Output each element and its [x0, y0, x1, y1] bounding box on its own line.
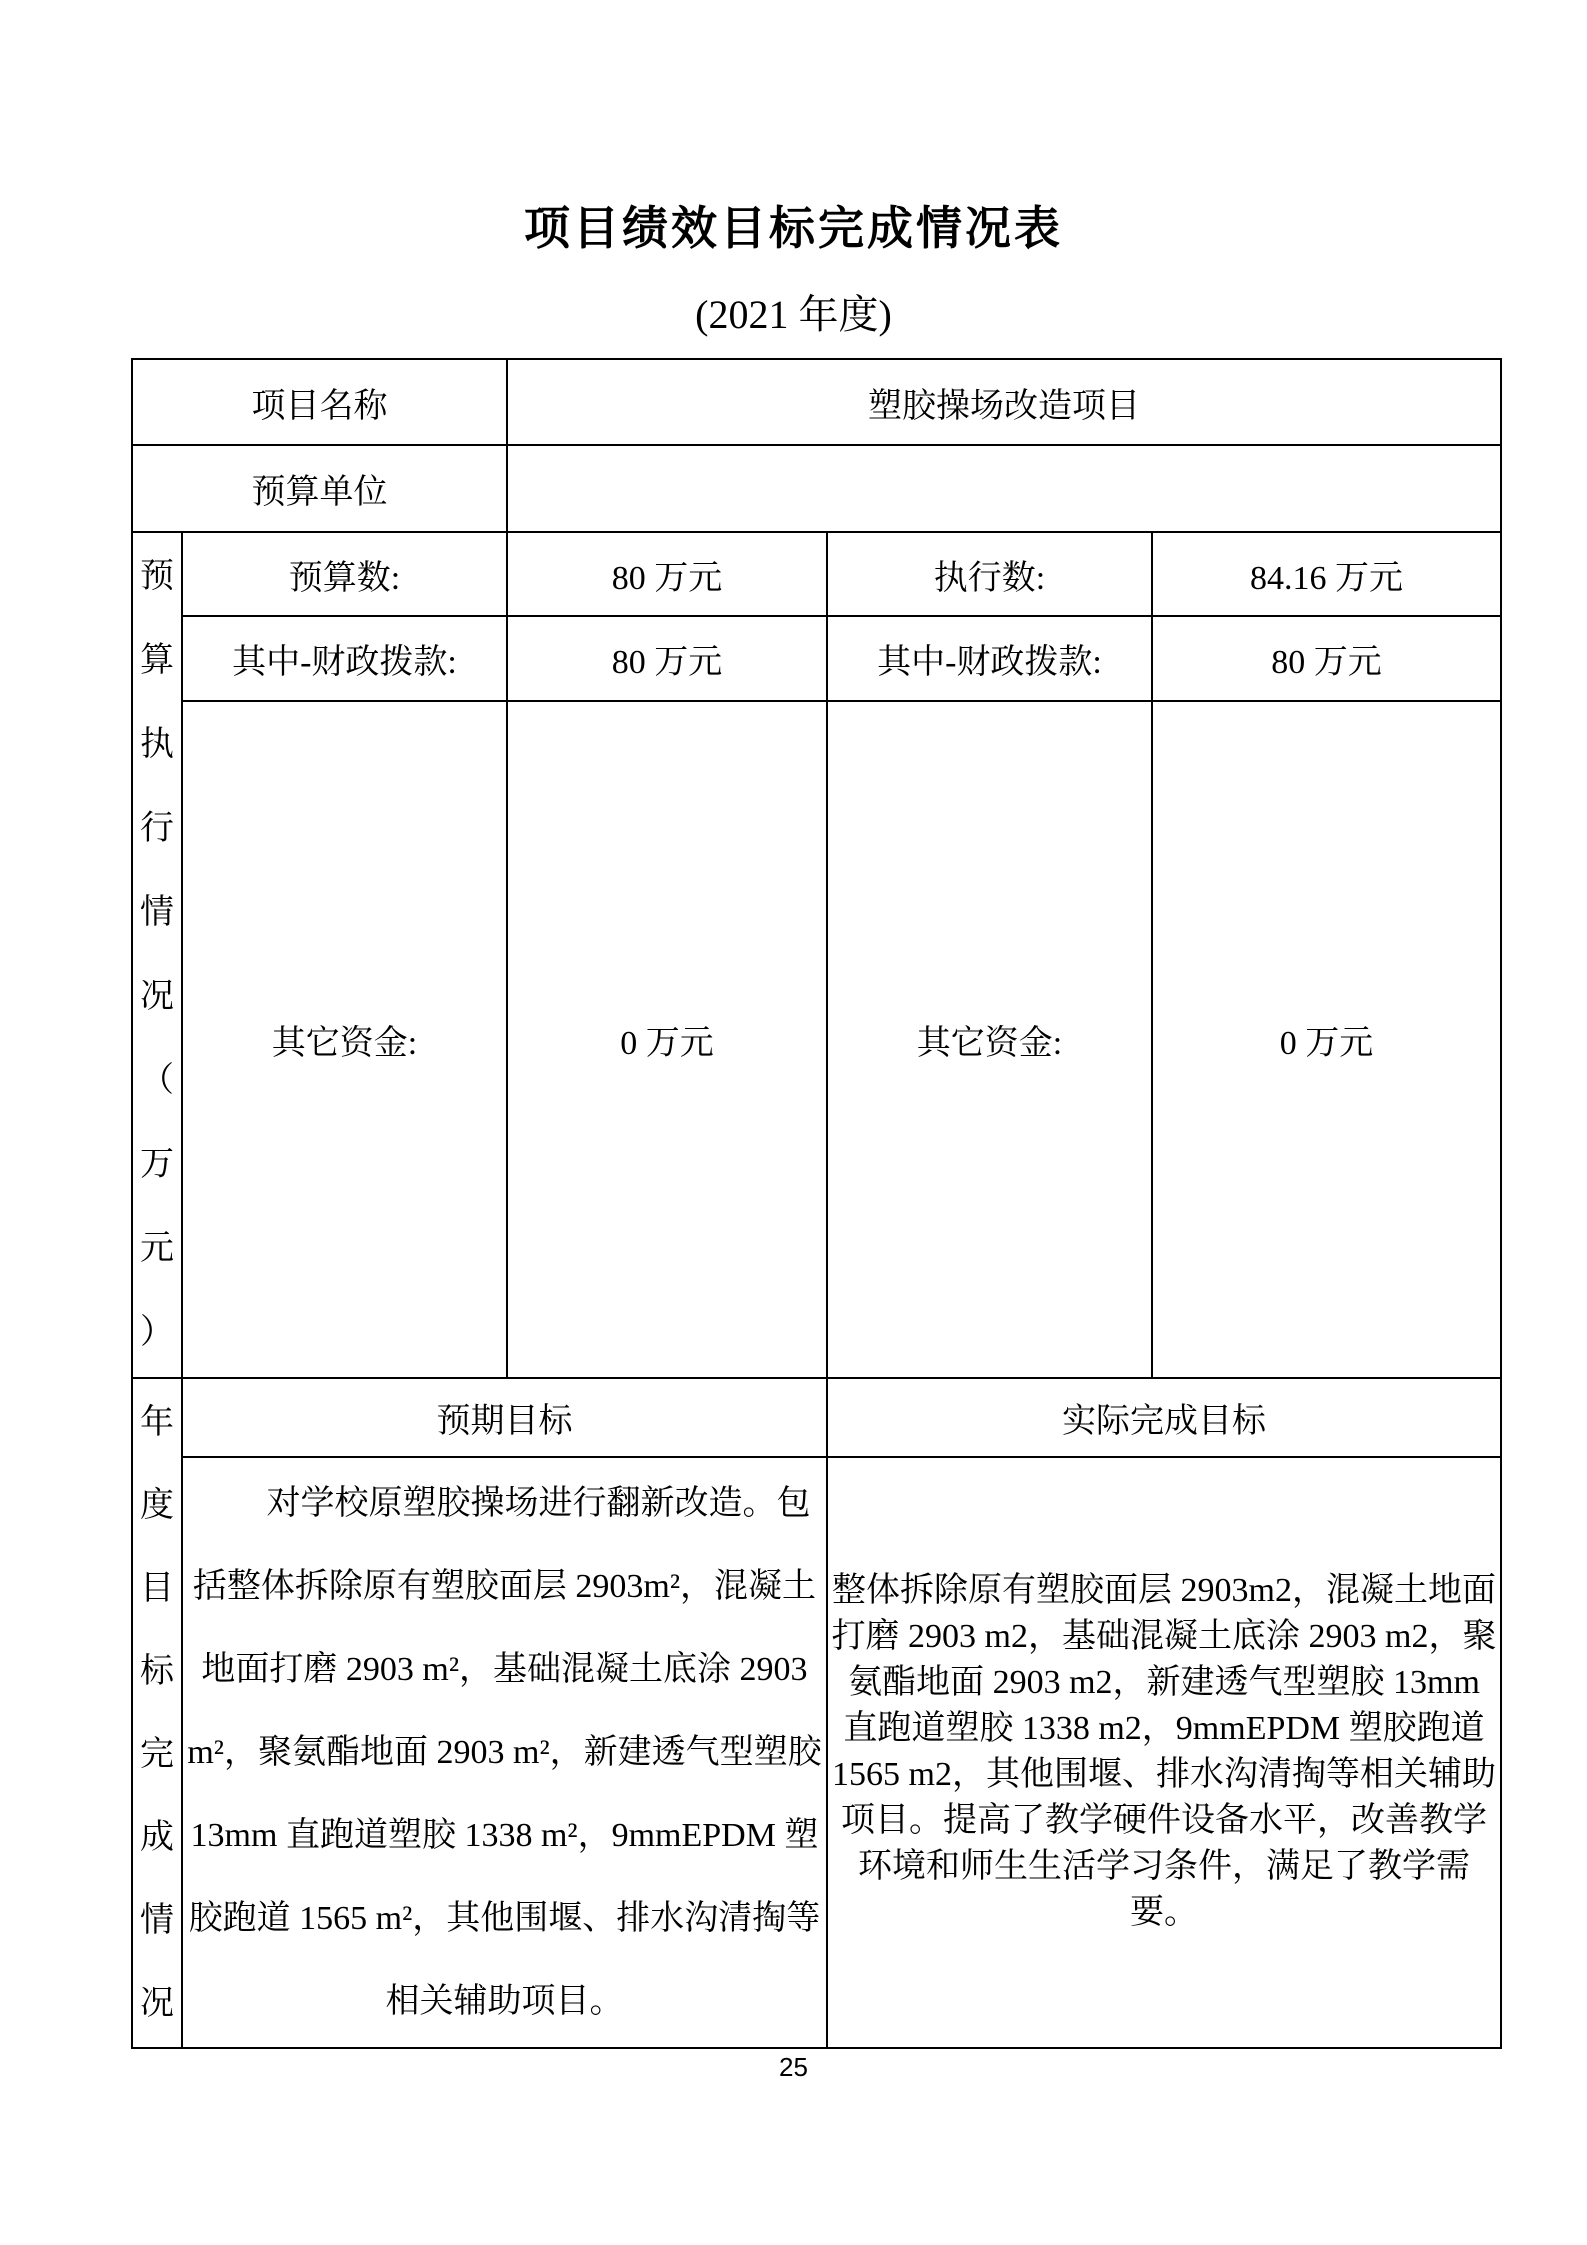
- page-number: 25: [779, 2052, 808, 2082]
- row-goal-texts: [132, 1457, 1501, 2048]
- budget-amount-value-cell: 80 万元: [507, 532, 827, 616]
- execution-amount-label-cell: 执行数:: [827, 532, 1152, 616]
- budget-section-vertical-label: 预算执行情况（万元）: [140, 558, 174, 1351]
- other-funds-right-label-cell: 其它资金:: [827, 701, 1152, 1378]
- other-funds-left-value-cell: 0 万元: [507, 701, 827, 1378]
- other-funds-left-label-cell: 其它资金:: [182, 701, 507, 1378]
- actual-goal-header-cell: 实际完成目标: [827, 1378, 1501, 1457]
- document-title: 项目绩效目标完成情况表: [524, 203, 1063, 254]
- row-fiscal-allocation: [132, 616, 1501, 701]
- project-name-value-cell: 塑胶操场改造项目: [507, 359, 1501, 445]
- expected-goal-header-cell: 预期目标: [182, 1378, 827, 1457]
- budget-section-vertical-header: [132, 532, 182, 1378]
- row-budget-figures: [132, 532, 1501, 616]
- project-name-label-cell: 项目名称: [132, 359, 507, 445]
- actual-goal-text-cell: 整体拆除原有塑胶面层 2903m2，混凝土地面打磨 2903 m2，基础混凝土底涂 2903 m2，聚氨酯地面 2903 m2，新建透气型塑胶 13mm 直跑道塑胶 1338 m2，9mmEPDM 塑胶跑道 1565 m2，其他围堰、排水沟清掏等相关辅助项目。提高了教学硬件设备水平，改善教学环境和师生生活学习条件，满足了教学需要。: [827, 1457, 1501, 2048]
- row-other-funds: [132, 701, 1501, 1378]
- row-budget-unit: [132, 445, 1501, 532]
- fiscal-right-value-cell: 80 万元: [1152, 616, 1501, 701]
- fiscal-right-label-cell: 其中-财政拨款:: [827, 616, 1152, 701]
- row-goal-headers: [132, 1378, 1501, 1457]
- budget-amount-label-cell: 预算数:: [182, 532, 507, 616]
- fiscal-left-value-cell: 80 万元: [507, 616, 827, 701]
- expected-goal-text-cell: 对学校原塑胶操场进行翻新改造。包括整体拆除原有塑胶面层 2903m²，混凝土地面打磨 2903 m²，基础混凝土底涂 2903 m²，聚氨酯地面 2903 m²，新建透气型塑胶 13mm 直跑道塑胶 1338 m²，9mmEPDM 塑胶跑道 1565 m²，其他围堰、排水沟清掏等相关辅助项目。: [182, 1457, 827, 2048]
- goal-section-vertical-header: [132, 1378, 182, 2048]
- other-funds-right-value-cell: 0 万元: [1152, 701, 1501, 1378]
- budget-unit-label-cell: 预算单位: [132, 445, 507, 532]
- budget-unit-value-cell: [507, 445, 1501, 532]
- goal-section-vertical-label: 年度目标完成情况: [140, 1404, 174, 2022]
- row-project-name: [132, 359, 1501, 445]
- fiscal-left-label-cell: 其中-财政拨款:: [182, 616, 507, 701]
- execution-amount-value-cell: 84.16 万元: [1152, 532, 1501, 616]
- performance-report-table: [131, 358, 1502, 2049]
- document-subtitle: (2021 年度): [695, 292, 892, 337]
